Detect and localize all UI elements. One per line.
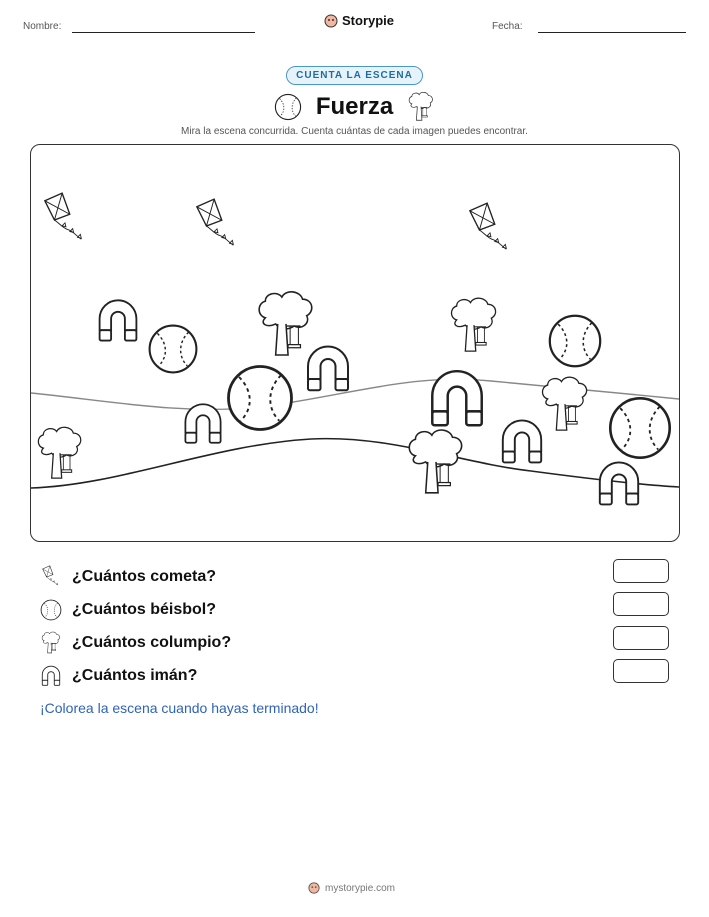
baseball-icon bbox=[150, 326, 197, 373]
brand-name: Storypie bbox=[342, 13, 395, 28]
magnet-icon bbox=[185, 404, 220, 443]
footer-url: mystorypie.com bbox=[325, 882, 396, 894]
question-text: ¿Cuántos béisbol? bbox=[72, 600, 216, 618]
question-text: ¿Cuántos columpio? bbox=[72, 633, 232, 651]
answer-box-baseball[interactable] bbox=[613, 592, 669, 616]
kite-icon bbox=[470, 203, 506, 249]
question-list bbox=[40, 560, 670, 692]
kite-icon bbox=[45, 193, 81, 239]
answer-box-magnet[interactable] bbox=[613, 659, 669, 683]
question-swing bbox=[40, 626, 670, 659]
question-magnet bbox=[40, 659, 670, 692]
swing-tree-icon bbox=[40, 631, 62, 655]
date-label: Fecha: bbox=[492, 21, 523, 32]
kite-icon bbox=[40, 565, 62, 589]
swing-tree-icon bbox=[451, 298, 495, 351]
question-text: ¿Cuántos imán? bbox=[72, 666, 198, 684]
activity-badge: CUENTA LA ESCENA bbox=[286, 66, 423, 85]
title-row bbox=[0, 91, 709, 123]
storypie-mascot-icon bbox=[324, 14, 338, 28]
name-line[interactable] bbox=[72, 32, 255, 33]
magnet-icon bbox=[503, 420, 541, 462]
magnet-icon bbox=[432, 371, 481, 425]
footer-brand[interactable] bbox=[308, 882, 395, 894]
swing-tree-icon bbox=[407, 91, 435, 123]
answer-box-kite[interactable] bbox=[613, 559, 669, 583]
magnet-icon bbox=[100, 300, 137, 340]
name-label: Nombre: bbox=[23, 21, 62, 32]
magnet-icon bbox=[308, 347, 348, 391]
scene-illustration bbox=[31, 145, 679, 541]
baseball-icon bbox=[550, 316, 600, 366]
swing-tree-icon bbox=[259, 292, 312, 355]
baseball-icon bbox=[274, 93, 302, 121]
kite-icon bbox=[197, 199, 233, 245]
question-kite bbox=[40, 560, 670, 593]
brand-logo bbox=[324, 13, 394, 28]
date-line[interactable] bbox=[538, 32, 686, 33]
question-text: ¿Cuántos cometa? bbox=[72, 567, 217, 585]
storypie-mascot-icon bbox=[308, 882, 320, 894]
instructions: Mira la escena concurrida. Cuenta cuántas de cada imagen puedes encontrar. bbox=[181, 126, 528, 137]
color-instruction: ¡Colorea la escena cuando hayas terminado! bbox=[40, 700, 319, 716]
swing-tree-icon bbox=[38, 427, 80, 478]
baseball-icon bbox=[40, 599, 62, 621]
swing-tree-icon bbox=[409, 430, 461, 493]
baseball-icon bbox=[610, 398, 669, 457]
question-baseball bbox=[40, 593, 670, 626]
swing-tree-icon bbox=[542, 377, 586, 430]
baseball-icon bbox=[229, 367, 292, 430]
page-title: Fuerza bbox=[315, 93, 394, 120]
magnet-icon bbox=[600, 462, 638, 504]
scene-panel bbox=[30, 144, 680, 542]
answer-box-swing[interactable] bbox=[613, 626, 669, 650]
magnet-icon bbox=[40, 664, 62, 688]
